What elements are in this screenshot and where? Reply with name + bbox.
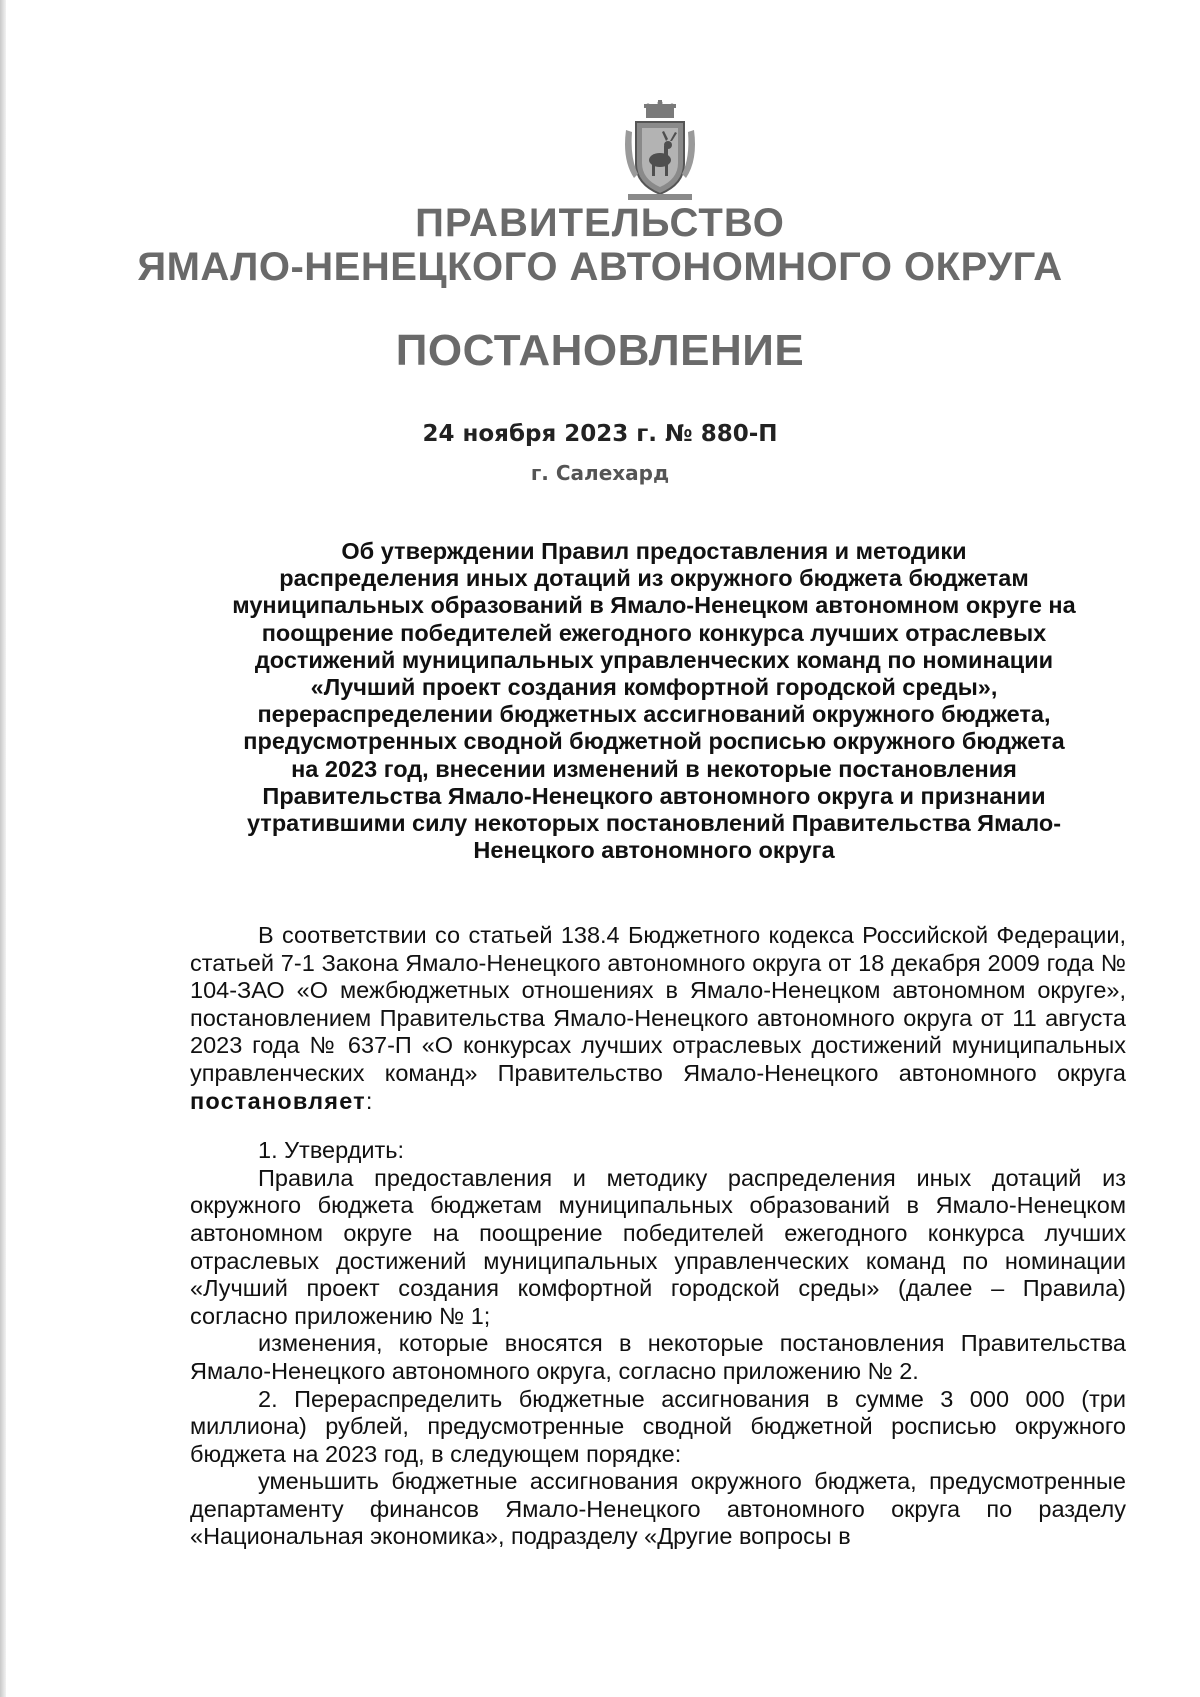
document-city: г. Салехард (530, 461, 670, 485)
government-title: ПРАВИТЕЛЬСТВО (415, 201, 785, 245)
coat-of-arms-icon (620, 100, 700, 204)
item-1-changes-paragraph: изменения, которые вносятся в некоторые постановления Правительства Ямало-Ненецкого автономного округа, согласно приложению № 2. (190, 1330, 1126, 1384)
title-line: предусмотренных сводной бюджетной росписью окружного бюджета (243, 728, 1065, 755)
preamble-text: В соответствии со статьей 138.4 Бюджетного кодекса Российской Федерации, статьей 7-1 Закона Ямало-Ненецкого автономного округа от 18 декабря 2009 года № 104-ЗАО «О межбюджетных отношениях в Ямало-Ненецком автономном округе», постановлением Правительства Ямало-Ненецкого автономного округа от 11 августа 2023 года № 637-П «О конкурсах лучших отраслевых достижений муниципальных управленческих команд» Правительство Ямало-Ненецкого автономного округа (190, 922, 1126, 1086)
item-2-reduce-paragraph: уменьшить бюджетные ассигнования окружного бюджета, предусмотренные департаменту финансов Ямало-Ненецкого автономного округа по разделу «Национальная экономика», подразделу «Другие вопросы в (190, 1468, 1126, 1550)
preamble-end: : (365, 1087, 373, 1114)
title-line: утратившими силу некоторых постановлений Правительства Ямало- (246, 810, 1062, 837)
document-date-number: 24 ноября 2023 г. № 880-П (422, 421, 778, 447)
title-line: Об утверждении Правил предоставления и методики (341, 538, 967, 564)
paragraph-gap (190, 1115, 1126, 1137)
preamble-verb: постановляет (190, 1087, 366, 1114)
document-title (190, 538, 1118, 864)
preamble-paragraph (190, 922, 1126, 1115)
title-line: Ненецкого автономного округа (473, 837, 835, 864)
title-line: «Лучший проект создания комфортной городской среды», (310, 674, 998, 701)
government-region: ЯМАЛО-НЕНЕЦКОГО АВТОНОМНОГО ОКРУГА (137, 245, 1063, 289)
item-1-rules-paragraph: Правила предоставления и методику распределения иных дотаций из окружного бюджета бюджетам муниципальных образований в Ямало-Ненецком автономном округе на поощрение победителей ежегодного конкурса лучших отраслевых достижений муниципальных управленческих команд по номинации «Лучший проект создания комфортной городской среды» (далее – Правила) согласно приложению № 1; (190, 1164, 1126, 1329)
title-line: на 2023 год, внесении изменений в некоторые постановления (291, 755, 1017, 782)
item-1-heading: 1. Утвердить: (258, 1137, 405, 1164)
title-line: достижений муниципальных управленческих команд по номинации (254, 646, 1054, 673)
title-line: поощрение победителей ежегодного конкурса лучших отраслевых (261, 619, 1047, 646)
title-line: муниципальных образований в Ямало-Ненецком автономном округе на (232, 592, 1076, 619)
item-2-paragraph: 2. Перераспределить бюджетные ассигнования в сумме 3 000 000 (три миллиона) рублей, предусмотренные сводной бюджетной росписью окружного бюджета на 2023 год, в следующем порядке: (190, 1385, 1126, 1467)
document-type: ПОСТАНОВЛЕНИЕ (395, 326, 805, 375)
document-body (190, 922, 1126, 1551)
title-line: Правительства Ямало-Ненецкого автономного округа и признании (262, 782, 1046, 809)
title-line: перераспределении бюджетных ассигнований окружного бюджета, (257, 701, 1051, 728)
title-line: распределения иных дотаций из окружного бюджета бюджетам (279, 565, 1029, 592)
